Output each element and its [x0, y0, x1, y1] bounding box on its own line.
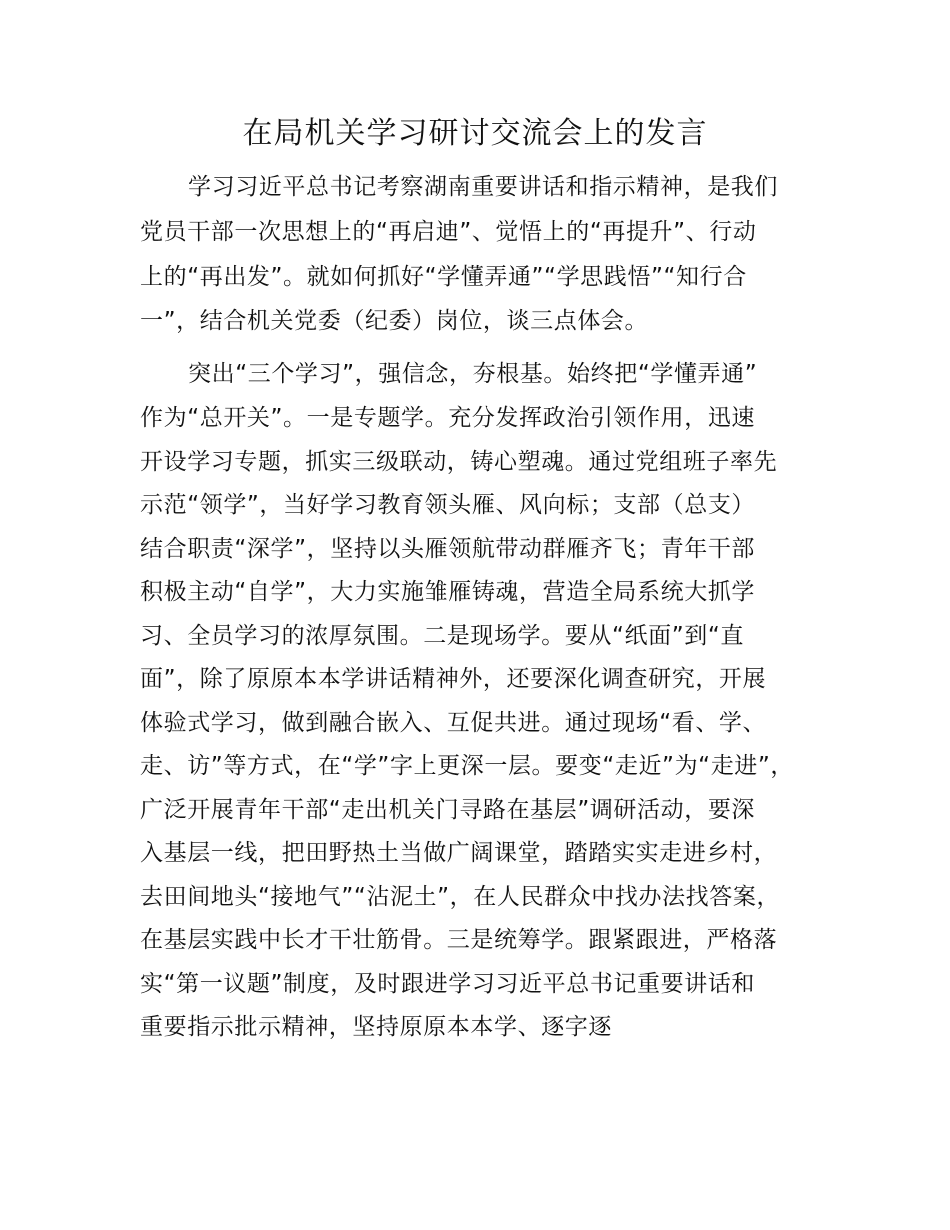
paragraph-2-line-10: 走、访”等方式，在“学”字上更深一层。要变“走近”为“走进”， — [140, 753, 795, 779]
paragraph-2-line-2: 作为“总开关”。一是专题学。充分发挥政治引领作用，迅速 — [140, 405, 756, 431]
paragraph-2-line-15: 实“第一议题”制度，及时跟进学习习近平总书记重要讲话和 — [140, 971, 756, 997]
paragraph-2-line-1: 突出“三个学习”，强信念，夯根基。始终把“学懂弄通” — [188, 361, 758, 387]
paragraph-1-line-2: 党员干部一次思想上的“再启迪”、觉悟上的“再提升”、行动 — [140, 219, 757, 245]
paragraph-1-line-4: 一”，结合机关党委（纪委）岗位，谈三点体会。 — [140, 308, 649, 334]
paragraph-1-line-3: 上的“再出发”。就如何抓好“学懂弄通”“学思践悟”“知行合 — [140, 264, 747, 290]
paragraph-2-line-8: 面”，除了原原本本学讲话精神外，还要深化调查研究，开展 — [140, 666, 767, 692]
paragraph-2-line-13: 去田间地头“接地气”“沾泥土”，在人民群众中找办法找答案， — [140, 884, 781, 910]
paragraph-2-line-12: 入基层一线，把田野热土当做广阔课堂，踏踏实实走进乡村， — [140, 840, 778, 866]
paragraph-2-line-16: 重要指示批示精神，坚持原原本本学、逐字逐 — [140, 1014, 612, 1040]
paragraph-1-line-1: 学习习近平总书记考察湖南重要讲话和指示精神，是我们 — [188, 174, 778, 200]
paragraph-2-line-6: 积极主动“自学”，大力实施雏雁铸魂，营造全局系统大抓学 — [140, 579, 756, 605]
paragraph-2-line-5: 结合职责“深学”，坚持以头雁领航带动群雁齐飞；青年干部 — [140, 536, 756, 562]
paragraph-2-line-3: 开设学习专题，抓实三级联动，铸心塑魂。通过党组班子率先 — [140, 449, 778, 475]
paragraph-2-line-11: 广泛开展青年干部“走出机关门寻路在基层”调研活动，要深 — [140, 797, 756, 823]
paragraph-2-line-14: 在基层实践中长才干壮筋骨。三是统筹学。跟紧跟进，严格落 — [140, 927, 778, 953]
document-title: 在局机关学习研讨交流会上的发言 — [242, 116, 708, 151]
paragraph-2-line-9: 体验式学习，做到融合嵌入、互促共进。通过现场“看、学、 — [140, 710, 767, 736]
paragraph-2-line-7: 习、全员学习的浓厚氛围。二是现场学。要从“纸面”到“直 — [140, 623, 744, 649]
paragraph-2-line-4: 示范“领学”，当好学习教育领头雁、风向标；支部（总支） — [140, 492, 756, 518]
